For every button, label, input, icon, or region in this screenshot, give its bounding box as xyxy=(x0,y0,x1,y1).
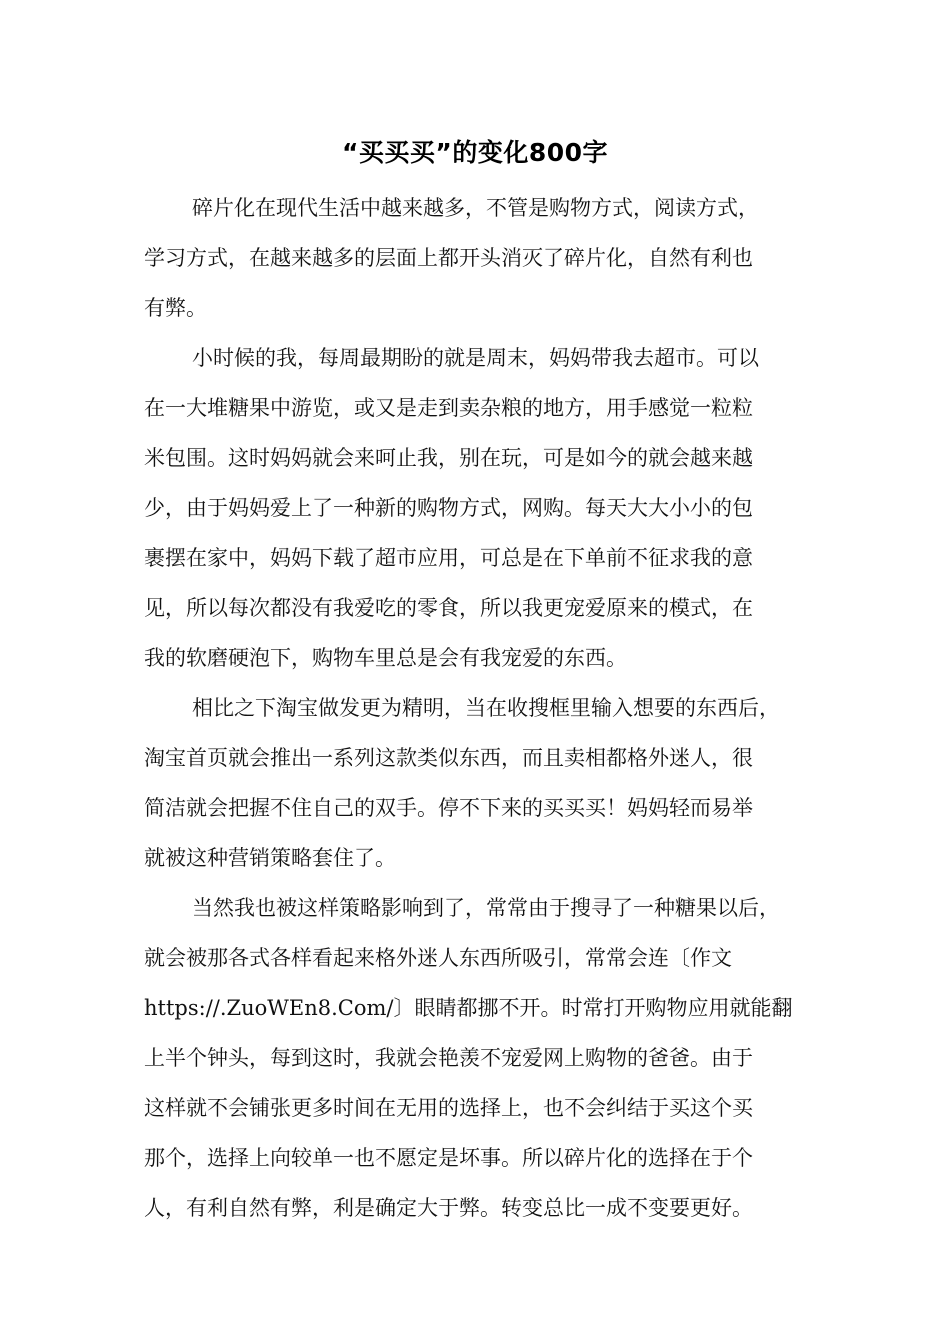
paragraph-line: 有弊。 xyxy=(144,296,207,320)
paragraph-line: 就被这种营销策略套住了。 xyxy=(144,846,396,870)
paragraph-line: 淘宝首页就会推出一系列这款类似东西，而且卖相都格外迷人，很 xyxy=(144,746,753,770)
paragraph-line: 那个，选择上向较单一也不愿定是坏事。所以碎片化的选择在于个 xyxy=(144,1146,753,1170)
paragraph-line: 我的软磨硬泡下，购物车里总是会有我宠爱的东西。 xyxy=(144,646,627,670)
page-title: “买买买”的变化800字 xyxy=(341,138,609,167)
paragraph-line: 当然我也被这样策略影响到了，常常由于搜寻了一种糖果以后， xyxy=(192,896,780,920)
paragraph-line: 裹摆在家中，妈妈下载了超市应用，可总是在下单前不征求我的意 xyxy=(144,546,753,570)
paragraph-line: 人，有利自然有弊，利是确定大于弊。转变总比一成不变要更好。 xyxy=(144,1196,753,1220)
paragraph-line: 小时候的我，每周最期盼的就是周末，妈妈带我去超市。可以 xyxy=(192,346,759,370)
paragraph-line: 相比之下淘宝做发更为精明，当在收搜框里输入想要的东西后， xyxy=(192,696,780,720)
article-body xyxy=(144,183,808,1233)
paragraph-line: 简洁就会把握不住自己的双手。停不下来的买买买！妈妈轻而易举 xyxy=(144,796,753,820)
paragraph-line: 上半个钟头，每到这时，我就会艳羡不宠爱网上购物的爸爸。由于 xyxy=(144,1046,753,1070)
paragraph-line: 就会被那各式各样看起来格外迷人东西所吸引，常常会连〔作文 xyxy=(144,946,732,970)
paragraph-line: 米包围。这时妈妈就会来呵止我，别在玩，可是如今的就会越来越 xyxy=(144,446,753,470)
paragraph-line: 少，由于妈妈爱上了一种新的购物方式，网购。每天大大小小的包 xyxy=(144,496,753,520)
paragraph-line: 见，所以每次都没有我爱吃的零食，所以我更宠爱原来的模式，在 xyxy=(144,596,753,620)
paragraph-line: 学习方式，在越来越多的层面上都开头消灭了碎片化，自然有利也 xyxy=(144,246,753,270)
paragraph-line: 在一大堆糖果中游览，或又是走到卖杂粮的地方，用手感觉一粒粒 xyxy=(144,396,753,420)
paragraph-line: https://.ZuoWEn8.Com/〕眼睛都挪不开。时常打开购物应用就能翻 xyxy=(144,996,793,1020)
paragraph-line: 碎片化在现代生活中越来越多，不管是购物方式，阅读方式， xyxy=(192,196,759,220)
paragraph-line: 这样就不会铺张更多时间在无用的选择上，也不会纠结于买这个买 xyxy=(144,1096,753,1120)
